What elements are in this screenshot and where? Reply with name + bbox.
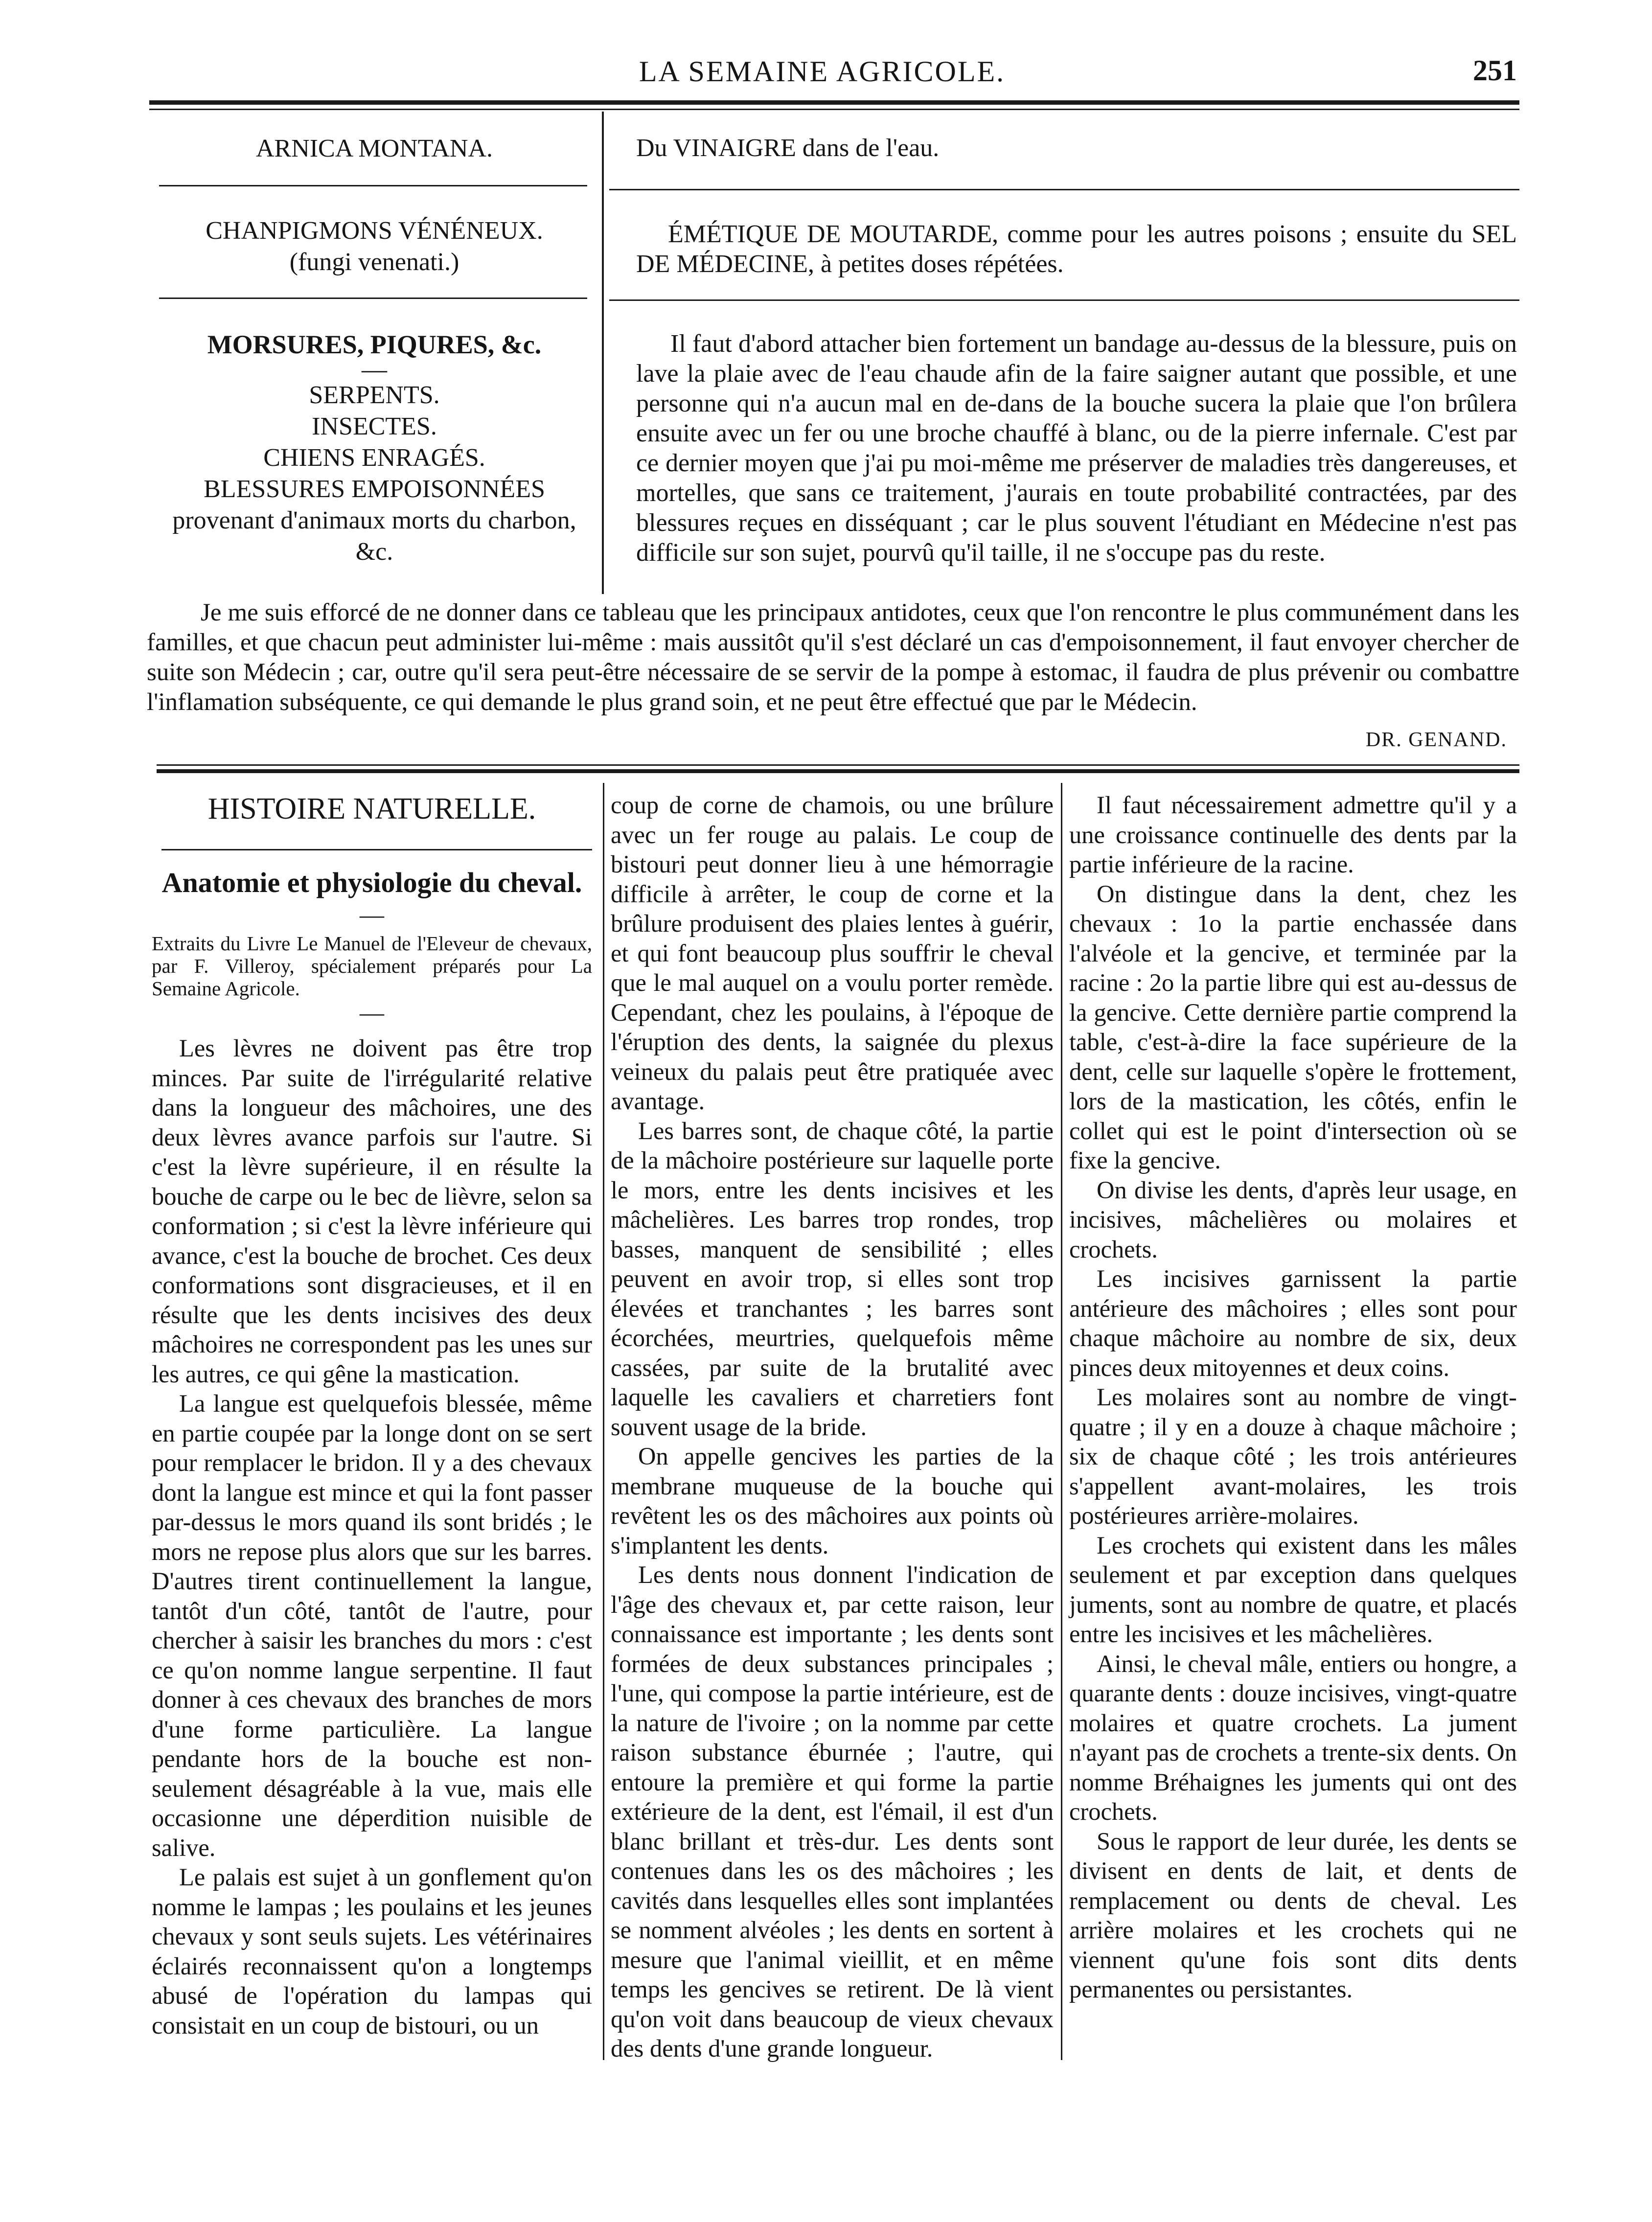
paragraph-distingue: On distingue dans la dent, chez les chevaux : 1o la partie enchassée dans l'alvéole et la gencive, et terminée par la racine : 2o la partie libre qui est au-dessus de la gencive. Cette dernière partie comprend la table, c'est-à-dire la face supérieure de la dent, celle sur laquelle s'opère le frottement, lors de la mastication, les côtés, enfin le collet qui est le point d'intersection où se fixe la gencive.: [1069, 880, 1517, 1174]
antidote-insectes: INSECTES.: [312, 412, 437, 440]
paragraph-langue: La langue est quelquefois blessée, même en partie coupée par la longe dont on se sert pour remplacer le bridon. Il y a des chevaux dont la langue est mince et qui la font passer par-dessus le mors quand ils sont bridés ; le mors ne repose plus alors que sur les barres. D'autres tirent continuellement la langue, tantôt d'un côté, tantôt de l'autre, pour chercher à saisir les branches du mors : c'est ce qu'on nomme langue serpentine. Il faut donner à ces chevaux des branches de mors d'une forme particulière. La langue pendante hors de la bouche est non-seulement désagréable à la vue, mais elle occasionne une déperdition nuisible de salive.: [152, 1390, 592, 1861]
paragraph-palais: Le palais est sujet à un gonflement qu'on nomme le lampas ; les poulains et les jeunes chevaux y sont seuls sujets. Les vétérinaires éclairés reconnaissent qu'on a longtemps abusé de l'opération du lampas qui consistait en un coup de bistouri, ou un: [152, 1863, 592, 2039]
paragraph-ainsi: Ainsi, le cheval mâle, entiers ou hongre, a quarante dents : douze incisives, vingt-quatre molaires et quatre crochets. La jument n'ayant pas de crochets a trente-six dents. On nomme Bréhaignes les juments qui ont des crochets.: [1069, 1649, 1517, 1825]
antidote-morsures-heading: MORSURES, PIQURES, &c.: [207, 330, 542, 359]
column-divider-1: [603, 783, 604, 2060]
antidote-chiens: CHIENS ENRAGÉS.: [263, 444, 485, 472]
paragraph-gencives: On appelle gencives les parties de la membrane muqueuse de la bouche qui revêtent les os des mâchoires aux points où s'implantent les dents.: [611, 1443, 1054, 1559]
article-column-2: [611, 790, 1054, 2063]
paragraph-duree: Sous le rapport de leur durée, les dents se divisent en dents de lait, et dents de remplacement ou dents de cheval. Les arrière molaires et les crochets qui ne viennent qu'une fois sont dits dents permanentes ou persistantes.: [1069, 1827, 1517, 2003]
column-divider-2: [1061, 783, 1062, 2060]
table-row3-right: Il faut d'abord attacher bien fortement un bandage au-dessus de la blessure, puis on lave la plaie avec de l'eau chaude afin de la faire saigner autant que possible, et une personne qui n'a aucun mal en de-dans de la bouche sucera la plaie que l'on brûlera ensuite avec un fer ou une broche chauffé à blanc, ou de la pierre infernale. C'est par ce dernier moyen que j'ai pu moi-même me préserver de maladies très dangereuses, et mortelles, que sans ce traitement, j'aurais en toute probabilité contractées, par des blessures reçues en disséquant ; car le plus souvent l'étudiant en Médecine n'est pas difficile sur son sujet, pourvû qu'il taille, il ne s'occupe pas du reste.: [636, 330, 1517, 567]
section-rule-thick: [157, 769, 1519, 773]
antidote-morsures-dash: —: [362, 356, 387, 384]
antidote-blessures: BLESSURES EMPOISONNÉES: [204, 475, 545, 503]
paragraph-crochets: Les crochets qui existent dans les mâles seulement et par exception dans quelques juments, sont au nombre de quatre, et placés entre les incisives et les mâchelières.: [1069, 1531, 1517, 1648]
paragraph-incisives: Les incisives garnissent la partie antérieure des mâchoires ; elles sont pour chaque mâchoire au nombre de six, deux pinces deux mitoyennes et deux coins.: [1069, 1265, 1517, 1381]
closing-paragraph: Je me suis efforcé de ne donner dans ce tableau que les principaux antidotes, ceux que l'on rencontre le plus communément dans les familles, et que chacun peut administer lui-même : mais aussitôt qu'il s'est déclaré un cas d'empoisonnement, il faut envoyer chercher de suite son Médecin ; car, outre qu'il sera peut-être nécessaire de se servir de la pompe à estomac, il faudra de plus prévenir ou combattre l'inflamation subséquente, ce qui demande le plus grand soin, et ne peut être effectué que par le Médecin.: [147, 599, 1519, 716]
article-source-dash: —: [360, 999, 384, 1026]
table-row2-right: ÉMÉTIQUE DE MOUTARDE, comme pour les autres poisons ; ensuite du SEL DE MÉDECINE, à petites doses répétées.: [636, 220, 1517, 278]
table-row1-rule-right: [609, 189, 1519, 190]
paragraph-molaires: Les molaires sont au nombre de vingt-quatre ; il y en a douze à chaque mâchoire ; six de chaque côté ; les trois antérieures s'appellent avant-molaires, les trois postérieures arrière-molaires.: [1069, 1383, 1517, 1529]
paragraph-croissance: Il faut nécessairement admettre qu'il y a une croissance continuelle des dents par la partie inférieure de la racine.: [1069, 791, 1517, 878]
article-column-1: [152, 1033, 592, 2040]
table-row1-right: Du VINAIGRE dans de l'eau.: [636, 134, 940, 162]
antidote-arnica: ARNICA MONTANA.: [255, 135, 493, 162]
paragraph-barres: Les barres sont, de chaque côté, la partie de la mâchoire postérieure sur laquelle porte le mors, entre les dents incisives et les mâchelières. Les barres trop rondes, trop basses, manquent de sensibilité ; elles peuvent en avoir trop, si elles sont trop élevées et tranchantes ; les barres sont écorchées, meurtries, quelquefois même cassées, par suite de la brutalité avec laquelle les cavaliers et charretiers font souvent usage de la bride.: [611, 1117, 1054, 1441]
antidote-provenant: provenant d'animaux morts du charbon, &c.: [172, 506, 576, 566]
table-row1-left: [157, 133, 592, 164]
table-row2-rule-left: [159, 298, 587, 299]
antidote-champignons-latin: (fungi venenati.): [289, 248, 459, 276]
paragraph-levres: Les lèvres ne doivent pas être trop minces. Par suite de l'irrégularité relative dans la longueur des mâchoires, une des deux lèvres avance parfois sur l'autre. Si c'est la lèvre supérieure, il en résulte la bouche de carpe ou le bec de lièvre, selon sa conformation ; si c'est la lèvre inférieure qui avance, c'est la bouche de brochet. Ces deux conformations sont disgracieuses, et il en résulte que les dents incisives des deux mâchoires ne correspondent pas les unes sur les autres, ce qui gêne la mastication.: [152, 1034, 592, 1388]
running-title: LA SEMAINE AGRICOLE.: [639, 55, 1006, 88]
table-row2-rule-right: [609, 299, 1519, 301]
table-divider: [602, 112, 604, 594]
table-row3-left: [157, 329, 592, 568]
table-row1-rule-left: [159, 185, 587, 186]
article-source-note: Extraits du Livre Le Manuel de l'Eleveur de chevaux, par F. Villeroy, spécialement préparés pour La Semaine Agricole.: [152, 932, 592, 1000]
section-heading-rule: [161, 849, 592, 850]
header-rule-thick: [149, 100, 1519, 105]
page-number: 251: [1473, 54, 1517, 87]
paragraph-dents: Les dents nous donnent l'indication de l'âge des chevaux et, par cette raison, leur connaissance est importante ; les dents sont formées de deux substances principales ; l'une, qui compose la partie intérieure, est de la nature de l'ivoire ; on la nomme par cette raison substance éburnée ; l'autre, qui entoure la première et qui forme la partie extérieure de la dent, est l'émail, il est d'un blanc brillant et très-dur. Les dents sont contenues dans les os des mâchoires ; les cavités dans lesquelles elles sont implantées se nomment alvéoles ; les dents en sortent à mesure que l'animal vieillit, et en même temps les gencives se retirent. De là vient qu'on voit dans beaucoup de vieux chevaux des dents d'une grande longueur.: [611, 1561, 1054, 2062]
paragraph-divise: On divise les dents, d'après leur usage, en incisives, mâchelières ou molaires et crochets.: [1069, 1176, 1517, 1263]
header-rule-thin: [149, 109, 1519, 110]
antidote-champignons: CHANPIGMONS VÉNÉNEUX.: [206, 217, 543, 245]
table-row2-left: [157, 215, 592, 278]
article-title-dash: —: [360, 901, 384, 928]
section-heading: HISTOIRE NATURELLE.: [207, 792, 536, 825]
antidote-serpents: SERPENTS.: [309, 381, 440, 409]
article-title: Anatomie et physiologie du cheval.: [161, 867, 582, 898]
paragraph-corne: coup de corne de chamois, ou une brûlure avec un fer rouge au palais. Le coup de bistouri peut donner lieu à une hémorragie difficile à arrêter, le coup de corne et la brûlure produisent des plaies lentes à guérir, et qui font beaucoup plus souffrir le cheval que le mal auquel on a voulu porter remède. Cependant, chez les poulains, à l'époque de l'éruption des dents, la saignée du plexus veineux du palais peut être pratiquée avec avantage.: [611, 791, 1054, 1115]
signature: DR. GENAND.: [1365, 729, 1507, 751]
article-column-3: [1069, 790, 1517, 2004]
section-rule-thin: [157, 764, 1519, 766]
